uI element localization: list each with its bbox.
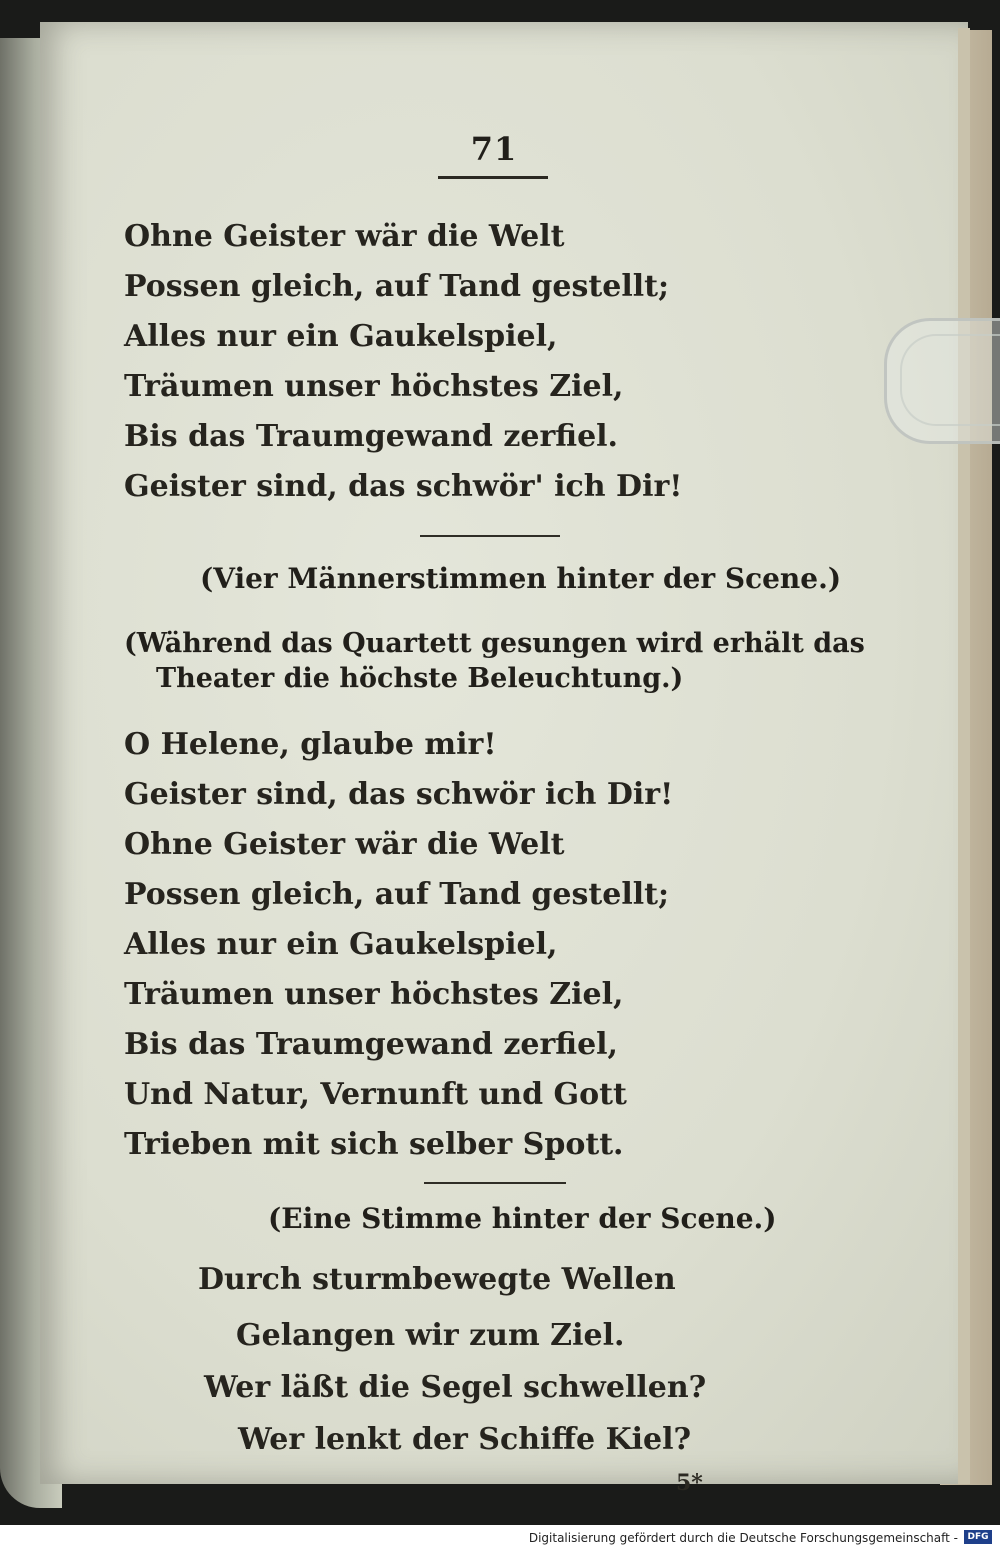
verse-line: Ohne Geister wär die Welt bbox=[124, 827, 565, 862]
dfg-logo-icon: DFG bbox=[964, 1530, 992, 1544]
plastic-page-clip-inner bbox=[900, 334, 1000, 426]
verse-line: Bis das Traumgewand zerfiel. bbox=[124, 419, 619, 454]
verse-stanza-2 bbox=[124, 720, 673, 1170]
verse-line: Ohne Geister wär die Welt bbox=[124, 219, 565, 254]
verse-line: Possen gleich, auf Tand gestellt; bbox=[124, 877, 670, 912]
verse-line: Geister sind, das schwör ich Dir! bbox=[124, 777, 674, 812]
verse-line: O Helene, glaube mir! bbox=[124, 727, 497, 762]
verse-line: Bis das Traumgewand zerfiel, bbox=[124, 1027, 619, 1062]
footer-credit: Digitalisierung gefördert durch die Deutsche Forschungsgemeinschaft - bbox=[528, 1531, 958, 1545]
song-line: Wer läßt die Segel schwellen? bbox=[204, 1370, 707, 1405]
digitization-footer bbox=[0, 1525, 1000, 1550]
stage-direction: (Eine Stimme hinter der Scene.) bbox=[268, 1202, 777, 1235]
verse-line: Und Natur, Vernunft und Gott bbox=[124, 1077, 627, 1112]
section-divider bbox=[420, 535, 560, 537]
page-number: 71 bbox=[470, 130, 518, 168]
song-line: Wer lenkt der Schiffe Kiel? bbox=[238, 1422, 692, 1457]
stage-direction: Theater die höchste Beleuchtung.) bbox=[156, 663, 684, 694]
page-edge-strip bbox=[958, 28, 970, 1484]
stage-direction: (Vier Männerstimmen hinter der Scene.) bbox=[200, 562, 842, 595]
song-line: Durch sturmbewegte Wellen bbox=[198, 1262, 676, 1297]
song-line: Gelangen wir zum Ziel. bbox=[236, 1318, 625, 1353]
verse-stanza-1 bbox=[124, 212, 682, 512]
verse-line: Trieben mit sich selber Spott. bbox=[124, 1127, 624, 1162]
page-number-rule bbox=[438, 176, 548, 179]
verse-line: Alles nur ein Gaukelspiel, bbox=[124, 927, 558, 962]
verse-line: Träumen unser höchstes Ziel, bbox=[124, 369, 624, 404]
catchword: 5* bbox=[676, 1470, 703, 1496]
section-divider bbox=[424, 1182, 566, 1184]
verse-line: Träumen unser höchstes Ziel, bbox=[124, 977, 624, 1012]
stage-direction: (Während das Quartett gesungen wird erhält das bbox=[124, 628, 865, 659]
verse-line: Possen gleich, auf Tand gestellt; bbox=[124, 269, 670, 304]
verse-line: Geister sind, das schwör' ich Dir! bbox=[124, 469, 683, 504]
verse-line: Alles nur ein Gaukelspiel, bbox=[124, 319, 558, 354]
